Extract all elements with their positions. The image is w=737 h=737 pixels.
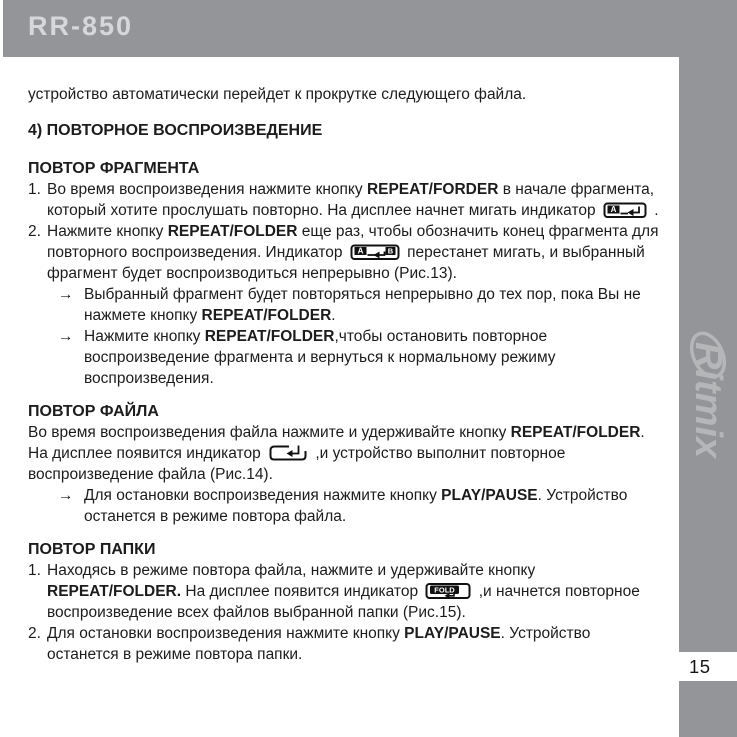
intro-paragraph <box>28 84 665 105</box>
fragment-repeat-step-2 <box>28 221 665 284</box>
list-item-text <box>47 560 665 623</box>
logo-text: Ritmix <box>687 342 729 459</box>
page-number: 15 <box>689 655 711 677</box>
subsection-heading-file-repeat <box>28 401 665 422</box>
subsection-heading-folder-repeat <box>28 539 665 560</box>
folder-repeat-step-1 <box>28 560 665 623</box>
fragment-repeat-note-2 <box>28 326 665 389</box>
text-run: . Устройство останется в режиме повтора файла. <box>84 487 628 525</box>
section-heading-repeat-playback <box>28 120 665 141</box>
list-item-text <box>84 284 665 326</box>
text-run: Нажмите кнопку <box>84 328 205 345</box>
subsection-heading-fragment-repeat <box>28 158 665 179</box>
list-item-text <box>84 485 665 527</box>
content-blocks <box>28 84 665 665</box>
fragment-repeat-note-1 <box>28 284 665 326</box>
text-run: Для остановки воспроизведения нажмите кнопку <box>84 487 442 504</box>
text-run: На дисплее появится индикатор <box>181 583 423 600</box>
svg-text:A: A <box>610 205 617 214</box>
a-repeat-indicator-icon <box>603 201 647 219</box>
text-run: ПОВТОР ПАПКИ <box>28 541 156 558</box>
content-area <box>0 57 679 665</box>
brand-logo <box>679 290 737 510</box>
text-run: перестанет мигать, и выбранный фрагмент будет воспроизводиться непрерывно (Рис.13). <box>47 244 645 282</box>
text-run: ,и устройство выполнит повторное воспроизведение файла (Рис.14). <box>28 445 566 483</box>
text-run: ПОВТОР ФРАГМЕНТА <box>28 160 200 177</box>
button-name-emphasis: REPEAT/FOLDER <box>510 424 641 441</box>
text-run: еще раз, чтобы обозначить конец фрагмента для повторного воспроизведения. Индикатор <box>47 223 659 261</box>
list-number: 1. <box>28 181 41 198</box>
text-run: в начале фрагмента, который хотите прослушать повторно. На дисплее начнет мигать индикатор <box>47 181 655 219</box>
text-run: Выбранный фрагмент будет повторяться непрерывно до тех пор, пока Вы не нажмете кнопку <box>84 286 641 324</box>
text-run: Находясь в режиме повтора файла, нажмите и удерживайте кнопку <box>47 562 536 579</box>
file-repeat-paragraph <box>28 422 665 485</box>
button-name-emphasis: REPEAT/FOLDER <box>204 328 335 345</box>
list-number: 2. <box>28 223 41 240</box>
list-item-text <box>47 221 665 284</box>
text-run: Во время воспроизведения нажмите кнопку <box>47 181 367 198</box>
button-name-emphasis: REPEAT/FOLDER. <box>47 583 182 600</box>
button-name-emphasis: PLAY/PAUSE <box>404 625 501 642</box>
text-run: ,и начнется повторное воспроизведение всех файлов выбранной папки (Рис.15). <box>47 583 640 621</box>
text-run: . На дисплее появится индикатор <box>28 424 645 462</box>
text-run: . Устройство останется в режиме повтора папки. <box>47 625 591 663</box>
ritmix-logo-icon <box>679 290 737 510</box>
button-name-emphasis: REPEAT/FOLDER <box>167 223 298 240</box>
list-item-text <box>84 326 665 389</box>
folder-repeat-step-2 <box>28 623 665 665</box>
arrow-bullet: → <box>58 487 74 504</box>
file-repeat-note <box>28 485 665 527</box>
page-number-band <box>679 652 737 681</box>
list-item-text <box>47 623 665 665</box>
text-run: . <box>649 202 659 219</box>
text-run: Нажмите кнопку <box>47 223 168 240</box>
svg-text:A: A <box>357 246 364 256</box>
text-run: Во время воспроизведения файла нажмите и удерживайте кнопку <box>28 424 511 441</box>
folder-repeat-indicator-icon <box>425 582 471 600</box>
list-item-text <box>47 179 665 221</box>
button-name-emphasis: REPEAT/FORDER <box>366 181 499 198</box>
list-number: 1. <box>28 562 41 579</box>
svg-text:B: B <box>387 246 394 256</box>
text-run: ,чтобы остановить повторное воспроизведение фрагмента и вернуться к нормальному режиму воспроизведения. <box>84 328 556 387</box>
ab-repeat-indicator-icon <box>350 243 400 261</box>
sidebar <box>679 57 737 737</box>
svg-text:FOLD: FOLD <box>434 585 456 595</box>
text-run: . <box>331 307 336 324</box>
page-title: RR-850 <box>28 11 134 41</box>
fragment-repeat-step-1 <box>28 179 665 221</box>
text-run: ПОВТОР ФАЙЛА <box>28 403 159 420</box>
arrow-bullet: → <box>58 328 74 345</box>
header-bar <box>3 0 737 57</box>
file-repeat-indicator-icon <box>268 444 308 462</box>
arrow-bullet: → <box>58 286 74 303</box>
button-name-emphasis: PLAY/PAUSE <box>441 487 538 504</box>
list-number: 2. <box>28 625 41 642</box>
text-run: устройство автоматически перейдет к прокрутке следующего файла. <box>28 86 527 103</box>
text-run: Для остановки воспроизведения нажмите кнопку <box>47 625 405 642</box>
button-name-emphasis: REPEAT/FOLDER <box>201 307 332 324</box>
text-run: 4) ПОВТОРНОЕ ВОСПРОИЗВЕДЕНИЕ <box>28 122 323 139</box>
